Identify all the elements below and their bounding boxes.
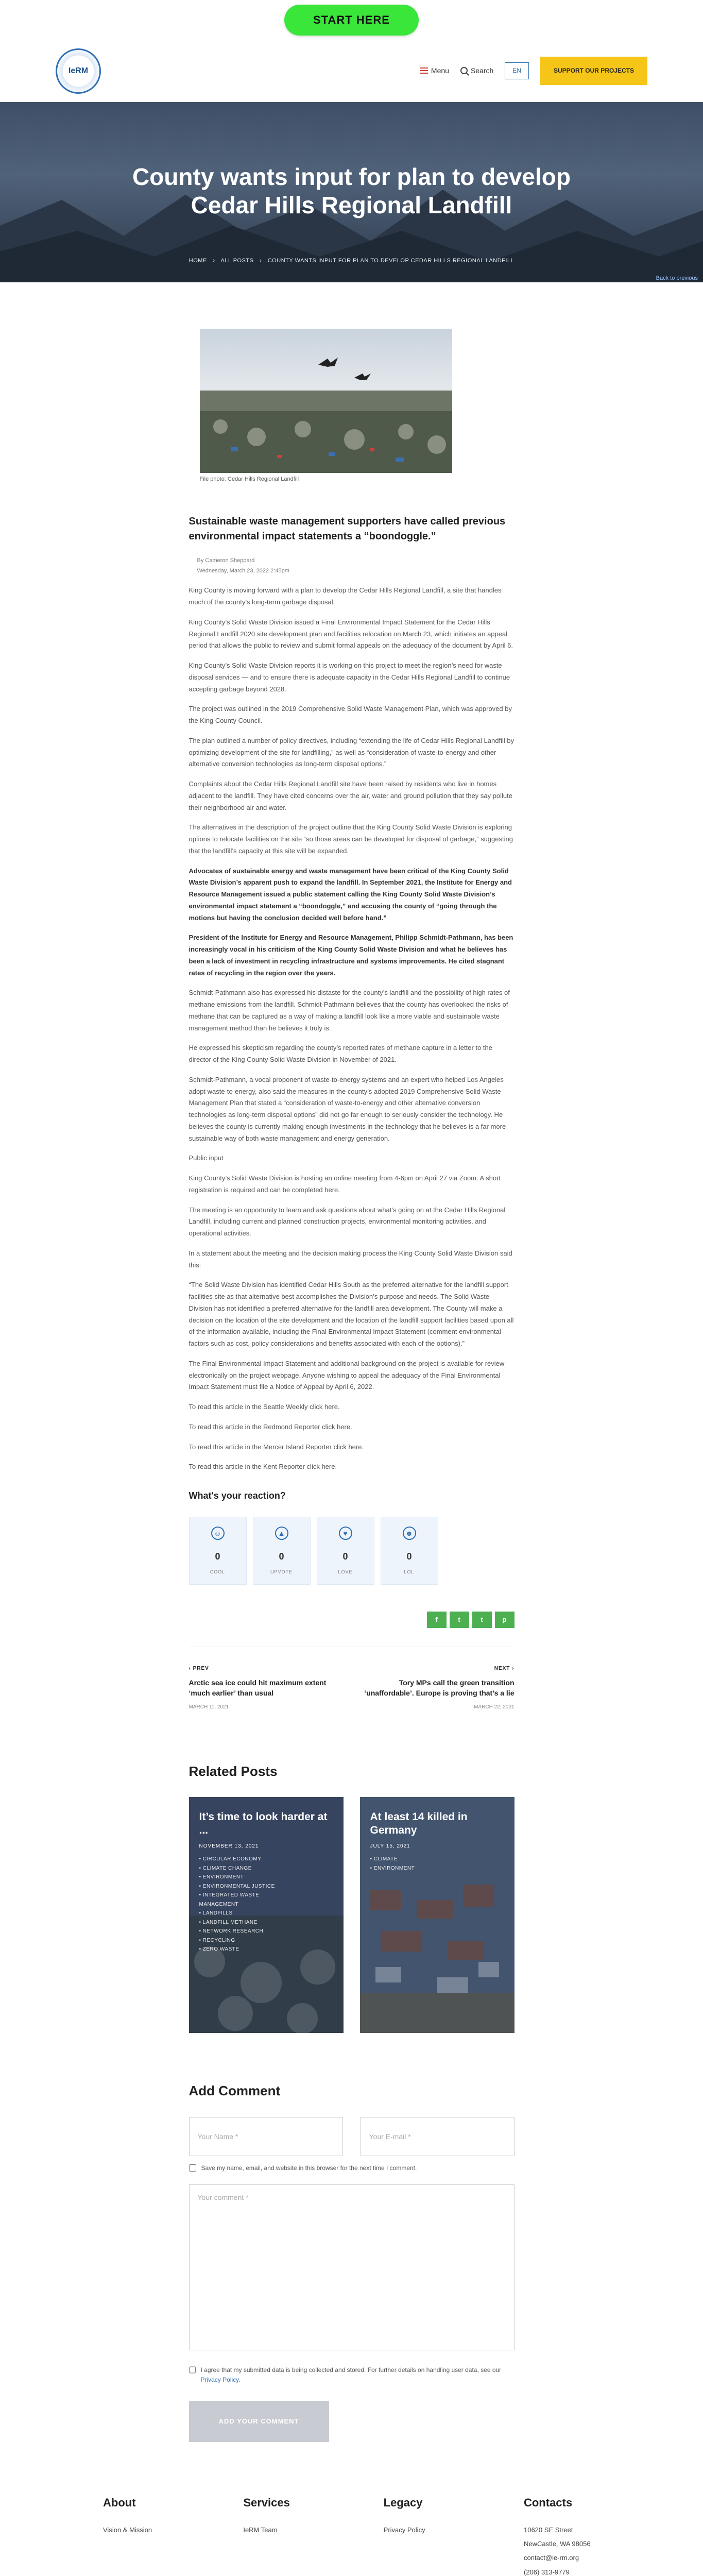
related-tag[interactable]: • ENVIRONMENT (199, 1874, 244, 1880)
search-icon (460, 67, 468, 74)
related-card-date: NOVEMBER 13, 2021 (199, 1843, 259, 1850)
related-card-content (370, 1810, 504, 1873)
reaction-count: 0 (342, 1551, 348, 1562)
footer-services-title: Services (243, 2496, 290, 2509)
breadcrumb (0, 257, 703, 266)
related-posts (189, 1797, 515, 2033)
article-paragraph: President of the Institute for Energy and Resource Management, Philipp Schmidt-Pathmann, has been increasingly vocal in his criticism of the King County Solid Waste Division and what he believes has been a lack of investment in recycling infrastructure and systems improvements. He cited stagnant rates of recycling in the region over the years. (188, 934, 513, 977)
main-nav (420, 57, 647, 85)
footer-privacy-link[interactable]: Privacy Policy (383, 2526, 425, 2534)
footer-about (103, 2494, 227, 2576)
breadcrumb-all-posts[interactable]: ALL POSTS (220, 258, 254, 264)
language-button[interactable]: EN (505, 62, 529, 79)
start-here-button[interactable]: START HERE (284, 5, 419, 35)
article-paragraph: The plan outlined a number of policy directives, including “extending the life of Cedar Hills Regional Landfill by optimizing development of the site for landfilling,” as well as “consideration of waste-to-energy and other alternative conversion technologies as long-term disposal options.” (188, 736, 515, 768)
article-paragraph: The meeting is an opportunity to learn and ask questions about what’s going on at the Cedar Hills Regional Landfill, including current and planned construction projects, environmental monitoring activities, and operational activities. (188, 1206, 506, 1238)
page-title: County wants input for plan to develop Cedar Hills Regional Landfill (132, 163, 571, 219)
landfill-image (200, 329, 452, 473)
article-body (189, 585, 515, 1473)
comment-textarea[interactable] (189, 2184, 515, 2350)
email-input[interactable] (361, 2117, 515, 2156)
menu-label: Menu (431, 66, 449, 75)
search-label: Search (470, 66, 494, 75)
footer-about-title: About (103, 2496, 136, 2509)
related-tag[interactable]: MANAGEMENT (199, 1901, 239, 1907)
related-tag[interactable]: • CIRCULAR ECONOMY (199, 1856, 262, 1862)
article-author: By Cameron Sheppard (197, 557, 255, 564)
footer-contacts (524, 2494, 647, 2576)
save-info-row (189, 2163, 515, 2173)
article-paragraph: The alternatives in the description of the project outline that the King County Solid Waste Division is exploring options to relocate facilities on the site “so those areas can be developed for disposal of garbage,” suggesting that the landfill’s capacity at this site will be expanded. (188, 823, 513, 855)
article-paragraph: The Final Environmental Impact Statement and additional background on the project is available for review electronically on the project webpage. Anyone wishing to appeal the adequacy of the Final Environmental Impact Statement must file a Notice of Appeal by April 6, 2022. (188, 1359, 505, 1391)
prev-post-date: MARCH 11, 2021 (188, 1704, 229, 1710)
reaction-label: UPVOTE (270, 1569, 293, 1574)
next-label: NEXT › (494, 1665, 515, 1671)
article-paragraph: King County’s Solid Waste Division is hosting an online meeting from 4-6pm on April 27 via Zoom. A short registration is required and can be completed here. (188, 1174, 501, 1194)
reactions-panel (189, 1517, 515, 1585)
prev-post-link[interactable] (189, 1665, 344, 1711)
top-banner (0, 0, 703, 40)
submit-comment-button[interactable]: ADD YOUR COMMENT (189, 2401, 329, 2442)
article-paragraph: King County’s Solid Waste Division issued a Final Environmental Impact Statement for the Cedar Hills Regional Landfill 2020 site development plan and facilities relocation on March 23, which initiates an appeal period that allows the public to review and submit formal appeals on the adequacy of the document by April 6. (188, 618, 513, 650)
article-paragraph: To read this article in the Seattle Weekly click here. (188, 1403, 340, 1411)
related-posts-title: Related Posts (188, 1764, 278, 1780)
related-tag[interactable]: • ZERO WASTE (199, 1946, 239, 1953)
breadcrumb-separator-icon: › (260, 258, 262, 264)
article-paragraph: He expressed his skepticism regarding the county’s reported rates of methane capture in a letter to the director of the King County Solid Waste Division in November of 2021. (188, 1044, 492, 1064)
reaction-cool-icon: ☺ (211, 1527, 225, 1540)
hero-side-link[interactable]: Back to previous (656, 275, 698, 281)
related-card-content (199, 1810, 333, 1954)
reaction-love[interactable] (317, 1517, 374, 1585)
article-paragraph: Advocates of sustainable energy and waste management have been critical of the King County Solid Waste Division’s apparent push to expand the landfill. In September 2021, the Institute for Energy and Resource Management issued a public statement calling the King County Solid Waste Division’s environmental impact statement a “boondoggle,” and accusing the county of “going through the motions but having the conclusion decided well before hand.” (188, 867, 512, 922)
related-card[interactable] (360, 1797, 515, 2033)
footer-services (243, 2494, 367, 2576)
related-tag[interactable]: • CLIMATE CHANGE (199, 1865, 252, 1871)
related-tag[interactable]: • LANDFILLS (199, 1910, 233, 1917)
reaction-label: COOL (210, 1569, 226, 1574)
footer-team-link[interactable]: IeRM Team (243, 2526, 278, 2534)
footer-vision-link[interactable]: Vision & Mission (103, 2526, 152, 2534)
share-buttons (189, 1612, 515, 1628)
related-card-tags (199, 1855, 333, 1954)
reaction-count: 0 (406, 1551, 412, 1562)
reaction-count: 0 (215, 1551, 220, 1562)
comment-form (189, 2117, 515, 2442)
reaction-upvote-icon: ▲ (275, 1527, 288, 1540)
breadcrumb-current: COUNTY WANTS INPUT FOR PLAN TO DEVELOP CEDAR HILLS REGIONAL LANDFILL (267, 258, 515, 264)
related-tag[interactable]: • NETWORK RESEARCH (199, 1928, 264, 1935)
footer-contacts-title: Contacts (523, 2496, 573, 2509)
privacy-label: I agree that my submitted data is being collected and stored. For further details on handling user data, see our Privacy Policy. (200, 2366, 502, 2384)
article-paragraph: Public input (188, 1154, 224, 1162)
footer-legacy-title: Legacy (383, 2496, 423, 2509)
article-paragraph: The project was outlined in the 2019 Comprehensive Solid Waste Management Plan, which was approved by the King County Council. (188, 705, 512, 725)
landfill-photo (200, 329, 452, 473)
article-paragraph: Complaints about the Cedar Hills Regional Landfill site have been raised by residents who live in homes adjacent to the landfill. They have cited concerns over the air, water and ground pollution that they say pollute their neighborhood air and water. (188, 780, 512, 811)
address-line-2: NewCastle, WA 98056 (523, 2540, 591, 2548)
reactions-title: What's your reaction? (188, 1490, 286, 1501)
share-pinterest-icon[interactable]: p (495, 1612, 515, 1628)
article-paragraph: To read this article in the Redmond Reporter click here. (188, 1422, 352, 1431)
related-tag[interactable]: • CLIMATE (370, 1856, 398, 1862)
footer-columns (0, 2494, 703, 2576)
reaction-label: LOVE (338, 1569, 353, 1574)
prev-label: ‹ PREV (188, 1665, 209, 1671)
article-paragraph: King County is moving forward with a plan to develop the Cedar Hills Regional Landfill, a site that handles much of the county’s long-term garbage disposal. (188, 586, 502, 606)
share-facebook-icon[interactable]: f (427, 1612, 447, 1628)
save-info-label: Save my name, email, and website in this browser for the next time I comment. (201, 2164, 417, 2172)
next-post-date: MARCH 22, 2021 (474, 1704, 515, 1710)
related-card[interactable] (189, 1797, 344, 2033)
reaction-lol[interactable] (381, 1517, 438, 1585)
related-card-title: At least 14 killed in Germany (370, 1810, 468, 1836)
article-paragraph: Schmidt-Pathmann, a vocal proponent of waste-to-energy systems and an expert who helped Los Angeles adopt waste-to-energy, also said the measures in the county’s adopted 2019 Comprehensive Solid Waste Management Plan that stated a “consideration of waste-to-energy and other alternative conversion technologies as long-term disposal options” did not go far enough to seriously consider the technology. He believes the county is currently making enough investments in the technology that he believes is a far more sustainable way of both waste management and energy generation. (188, 1075, 506, 1142)
article-paragraph: In a statement about the meeting and the decision making process the King County Solid Waste Division said this: (188, 1249, 512, 1269)
related-tag[interactable]: • INTEGRATED WASTE (199, 1892, 260, 1899)
footer-legacy (384, 2494, 507, 2576)
contact-email-link[interactable]: contact@ie-rm.org (523, 2554, 579, 2562)
related-tag[interactable]: • RECYCLING (199, 1937, 235, 1943)
reaction-lol-icon: ☻ (403, 1527, 416, 1540)
search-button[interactable] (460, 65, 493, 76)
article-paragraph: King County’s Solid Waste Division reports it is working on this project to meet the region’s need for waste disposal services — and to ensure there is adequate capacity in the Cedar Hills Regional Landfill to continue accepting garbage beyond 2028. (188, 662, 510, 693)
reaction-upvote[interactable] (253, 1517, 311, 1585)
related-tag[interactable]: • ENVIRONMENTAL JUSTICE (199, 1883, 275, 1889)
reaction-count: 0 (279, 1551, 284, 1562)
article-paragraph: “The Solid Waste Division has identified Cedar Hills South as the preferred alternative for the landfill support facilities site as that alternative best accomplishes the Division’s purpose and needs. The Solid Waste Division has not identified a preferred alternative for the landfill area development. The County will make a decision on the location of the site development and the location of the landfill support facilities based upon all of the information available, including the Final Environmental Impact Statement (comment environmental factors such as cost, policy considerations and benefits associated with each of the options).” (188, 1281, 514, 1348)
site-header (0, 40, 703, 102)
post-navigation (189, 1647, 515, 1711)
support-projects-button[interactable]: SUPPORT OUR PROJECTS (540, 57, 647, 85)
article (189, 329, 515, 2442)
site-logo[interactable] (56, 48, 101, 94)
image-caption: File photo: Cedar Hills Regional Landfill (199, 476, 299, 482)
share-tumblr-icon[interactable]: t (472, 1612, 492, 1628)
contact-phone-link[interactable]: (206) 313-9779 (523, 2568, 570, 2576)
privacy-policy-link[interactable]: Privacy Policy (200, 2376, 239, 2384)
menu-button[interactable] (420, 65, 449, 76)
hero-banner (0, 102, 703, 282)
article-paragraph: To read this article in the Mercer Island Reporter click here. (188, 1443, 364, 1451)
reaction-cool[interactable] (189, 1517, 247, 1585)
save-info-checkbox[interactable] (189, 2164, 196, 2172)
address-line-1: 10620 SE Street (523, 2526, 573, 2534)
related-card-title: It’s time to look harder at ... (199, 1810, 328, 1836)
share-twitter-icon[interactable]: t (450, 1612, 469, 1628)
add-comment-title: Add Comment (188, 2082, 281, 2098)
next-post-link[interactable] (360, 1665, 515, 1711)
breadcrumb-home[interactable]: HOME (188, 258, 207, 264)
site-footer (0, 2494, 703, 2576)
article-paragraph: Schmidt-Pathmann also has expressed his distaste for the county’s landfill and the possibility of high rates of methane emissions from the landfill. Schmidt-Pathmann believes that the county has overlooked the risks of methane that can be captured as a way of making a landfill look like a more viable and sustainable waste management method than he believes it truly is. (188, 989, 510, 1032)
reaction-label: LOL (404, 1569, 415, 1574)
article-meta (189, 555, 515, 577)
reaction-love-icon: ♥ (339, 1527, 352, 1540)
article-paragraph: To read this article in the Kent Reporter click here. (188, 1463, 337, 1471)
related-card-tags (370, 1855, 504, 1873)
related-tag[interactable]: • LANDFILL METHANE (199, 1919, 258, 1925)
hamburger-icon (420, 67, 428, 74)
article-figure (200, 329, 452, 484)
comment-fields (189, 2117, 515, 2156)
name-input[interactable] (189, 2117, 343, 2156)
related-card-date: JULY 15, 2021 (370, 1843, 410, 1850)
privacy-checkbox[interactable] (189, 2366, 196, 2374)
article-date: Wednesday, March 23, 2022 2:45pm (197, 568, 289, 574)
prev-post-title: Arctic sea ice could hit maximum extent ‘much earlier’ than usual (188, 1678, 327, 1697)
next-post-title: Tory MPs call the green transition ‘unaffordable’. Europe is proving that’s a lie (364, 1678, 515, 1697)
article-lead: Sustainable waste management supporters have called previous environmental impact statements a “boondoggle.” (188, 515, 506, 542)
related-tag[interactable]: • ENVIRONMENT (370, 1865, 415, 1871)
breadcrumb-separator-icon: › (213, 258, 215, 264)
privacy-row (189, 2365, 515, 2385)
footer-contact-info (524, 2523, 647, 2576)
logo-text: IeRM (68, 66, 89, 75)
